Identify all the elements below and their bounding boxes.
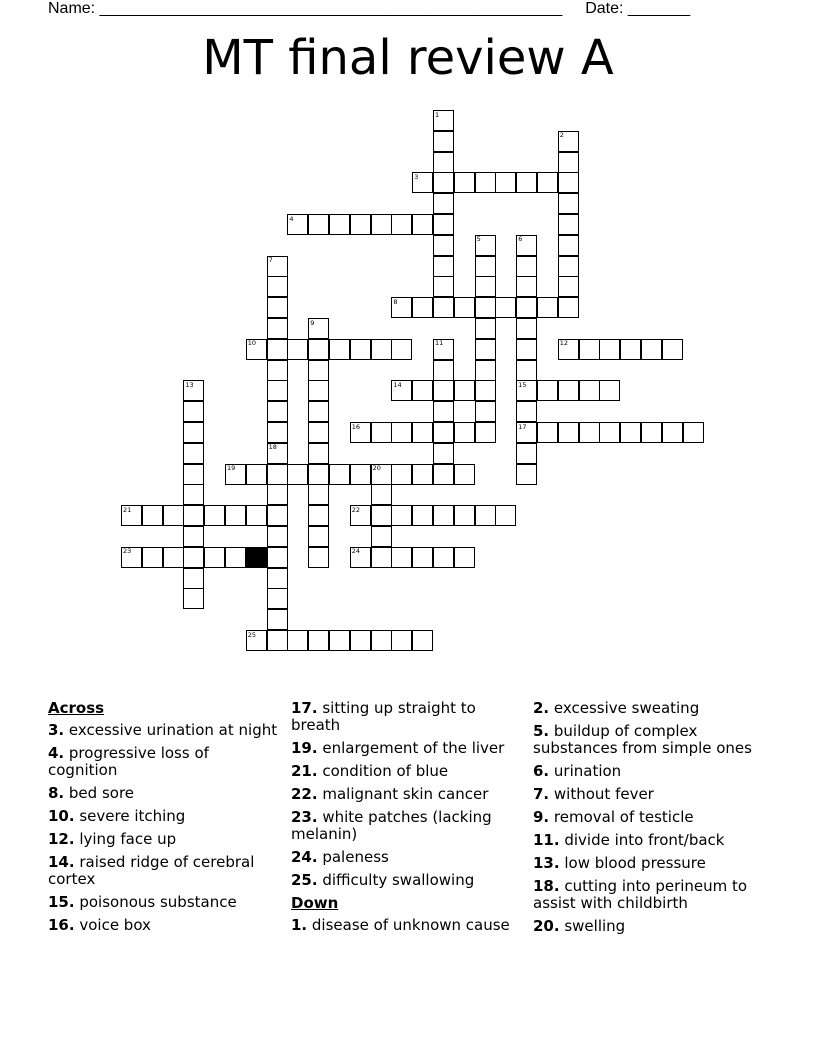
grid-cell[interactable] <box>267 547 288 568</box>
grid-cell[interactable] <box>599 380 620 401</box>
grid-cell[interactable] <box>433 297 454 318</box>
grid-cell[interactable] <box>308 422 329 443</box>
grid-cell[interactable] <box>267 526 288 547</box>
page-title: MT final review A <box>202 30 614 86</box>
grid-cell[interactable] <box>558 172 579 193</box>
grid-cell[interactable] <box>308 360 329 381</box>
clue-number: 13 <box>185 380 194 389</box>
grid-cell[interactable] <box>516 256 537 277</box>
grid-cell[interactable] <box>391 547 412 568</box>
grid-cell[interactable] <box>516 297 537 318</box>
grid-cell[interactable] <box>412 505 433 526</box>
grid-cell[interactable] <box>495 505 516 526</box>
grid-cell[interactable] <box>371 339 392 360</box>
clue-number: 22 <box>351 505 361 514</box>
grid-cell[interactable] <box>412 380 433 401</box>
grid-cell[interactable] <box>433 422 454 443</box>
grid-cell[interactable] <box>454 422 475 443</box>
down-clue: 7. without fever <box>533 785 654 803</box>
grid-cell[interactable] <box>267 360 288 381</box>
grid-cell[interactable] <box>371 547 392 568</box>
grid-cell[interactable] <box>662 422 683 443</box>
down-clue: 2. excessive sweating <box>533 699 700 717</box>
clue-number: 25 <box>247 630 257 639</box>
grid-cell[interactable] <box>558 152 579 173</box>
grid-cell[interactable] <box>433 505 454 526</box>
grid-cell[interactable] <box>391 505 412 526</box>
grid-cell[interactable] <box>620 422 641 443</box>
grid-cell[interactable] <box>475 339 496 360</box>
grid-cell[interactable] <box>516 318 537 339</box>
grid-cell[interactable] <box>267 380 288 401</box>
down-heading: Down <box>291 894 339 912</box>
grid-cell[interactable] <box>308 484 329 505</box>
grid-cell[interactable] <box>267 276 288 297</box>
grid-cell[interactable] <box>183 588 204 609</box>
grid-cell[interactable] <box>350 464 371 485</box>
grid-cell[interactable] <box>267 568 288 589</box>
grid-cell[interactable] <box>433 193 454 214</box>
grid-cell[interactable] <box>433 276 454 297</box>
grid-cell[interactable] <box>308 630 329 651</box>
grid-cell[interactable] <box>225 505 246 526</box>
grid-cell[interactable] <box>163 505 184 526</box>
grid-cell[interactable] <box>412 630 433 651</box>
grid-cell[interactable] <box>475 505 496 526</box>
grid-cell[interactable] <box>391 630 412 651</box>
down-clue: 1. disease of unknown cause <box>291 916 510 934</box>
grid-cell[interactable] <box>475 276 496 297</box>
grid-cell[interactable] <box>308 339 329 360</box>
grid-cell[interactable] <box>329 630 350 651</box>
clue-number: 1 <box>435 110 440 119</box>
grid-cell[interactable] <box>537 297 558 318</box>
across-clue: 24. paleness <box>291 848 389 866</box>
grid-cell[interactable] <box>142 547 163 568</box>
grid-cell[interactable] <box>579 380 600 401</box>
clue-number: 4 <box>289 214 294 223</box>
clue-number: 16 <box>351 422 361 431</box>
grid-cell[interactable] <box>391 464 412 485</box>
grid-cell[interactable] <box>662 339 683 360</box>
across-clue: 25. difficulty swallowing <box>291 871 475 889</box>
down-clue: 9. removal of testicle <box>533 808 694 826</box>
grid-cell[interactable] <box>433 172 454 193</box>
grid-cell[interactable] <box>267 297 288 318</box>
clue-number: 24 <box>351 547 361 556</box>
clue-number: 6 <box>518 235 523 244</box>
across-clue: 21. condition of blue <box>291 762 449 780</box>
across-clue: 4. progressive loss of cognition <box>48 744 209 779</box>
clue-column-2 <box>291 700 523 940</box>
across-clue: 16. voice box <box>48 916 151 934</box>
grid-cell[interactable] <box>267 422 288 443</box>
clue-number: 14 <box>393 380 402 389</box>
grid-cell[interactable] <box>558 380 579 401</box>
grid-cell[interactable] <box>516 464 537 485</box>
grid-cell[interactable] <box>308 464 329 485</box>
down-clue: 18. cutting into perineum to assist with childbirth <box>533 877 748 912</box>
grid-cell[interactable] <box>433 152 454 173</box>
grid-cell[interactable] <box>371 422 392 443</box>
grid-cell[interactable] <box>287 339 308 360</box>
grid-cell[interactable] <box>412 214 433 235</box>
grid-cell[interactable] <box>599 339 620 360</box>
grid-cell[interactable] <box>267 464 288 485</box>
grid-cell[interactable] <box>371 505 392 526</box>
grid-cell[interactable] <box>475 422 496 443</box>
grid-cell-blocked <box>246 547 267 568</box>
across-clue: 23. white patches (lacking melanin) <box>291 808 492 843</box>
across-clue: 14. raised ridge of cerebral cortex <box>48 853 255 888</box>
grid-cell[interactable] <box>433 547 454 568</box>
grid-cell[interactable] <box>433 360 454 381</box>
grid-cell[interactable] <box>308 214 329 235</box>
grid-cell[interactable] <box>412 297 433 318</box>
grid-cell[interactable] <box>495 172 516 193</box>
clue-number: 5 <box>476 235 481 244</box>
grid-cell[interactable] <box>371 484 392 505</box>
grid-cell[interactable] <box>516 276 537 297</box>
grid-cell[interactable] <box>267 318 288 339</box>
grid-cell[interactable] <box>371 630 392 651</box>
grid-cell[interactable] <box>267 401 288 422</box>
grid-cell[interactable] <box>433 401 454 422</box>
grid-cell[interactable] <box>475 256 496 277</box>
grid-cell[interactable] <box>204 505 225 526</box>
clue-number: 10 <box>247 339 257 348</box>
grid-cell[interactable] <box>454 547 475 568</box>
grid-cell[interactable] <box>495 297 516 318</box>
grid-cell[interactable] <box>516 172 537 193</box>
grid-cell[interactable] <box>350 214 371 235</box>
clue-number: 17 <box>518 422 527 431</box>
clue-column-3 <box>533 700 773 941</box>
grid-cell[interactable] <box>163 547 184 568</box>
across-clue: 19. enlargement of the liver <box>291 739 505 757</box>
grid-cell[interactable] <box>433 380 454 401</box>
clue-number: 7 <box>268 256 273 265</box>
grid-cell[interactable] <box>308 380 329 401</box>
grid-cell[interactable] <box>308 547 329 568</box>
grid-cell[interactable] <box>183 464 204 485</box>
grid-cell[interactable] <box>475 172 496 193</box>
across-clue: 12. lying face up <box>48 830 177 848</box>
grid-cell[interactable] <box>558 256 579 277</box>
grid-cell[interactable] <box>183 547 204 568</box>
across-clue: 17. sitting up straight to breath <box>291 699 476 734</box>
grid-cell[interactable] <box>683 422 704 443</box>
grid-cell[interactable] <box>433 235 454 256</box>
grid-cell[interactable] <box>371 214 392 235</box>
grid-cell[interactable] <box>516 443 537 464</box>
grid-cell[interactable] <box>183 568 204 589</box>
date-label: Date: <box>585 0 624 17</box>
clue-number: 11 <box>435 339 444 348</box>
grid-cell[interactable] <box>475 318 496 339</box>
clue-number: 8 <box>393 297 398 306</box>
grid-cell[interactable] <box>246 505 267 526</box>
grid-cell[interactable] <box>267 609 288 630</box>
grid-cell[interactable] <box>183 484 204 505</box>
grid-cell[interactable] <box>287 464 308 485</box>
clue-number: 9 <box>310 318 315 327</box>
grid-cell[interactable] <box>641 339 662 360</box>
grid-cell[interactable] <box>537 172 558 193</box>
clue-number: 20 <box>372 464 381 473</box>
grid-cell[interactable] <box>454 505 475 526</box>
down-clue: 13. low blood pressure <box>533 854 706 872</box>
down-clue: 11. divide into front/back <box>533 831 725 849</box>
grid-cell[interactable] <box>558 276 579 297</box>
down-clue: 5. buildup of complex substances from simple ones <box>533 722 752 757</box>
across-clue: 22. malignant skin cancer <box>291 785 489 803</box>
grid-cell[interactable] <box>475 297 496 318</box>
grid-cell[interactable] <box>412 547 433 568</box>
grid-cell[interactable] <box>412 464 433 485</box>
grid-cell[interactable] <box>433 131 454 152</box>
grid-cell[interactable] <box>267 588 288 609</box>
grid-cell[interactable] <box>308 526 329 547</box>
grid-cell[interactable] <box>516 339 537 360</box>
grid-cell[interactable] <box>558 422 579 443</box>
grid-cell[interactable] <box>433 464 454 485</box>
grid-cell[interactable] <box>475 360 496 381</box>
clue-number: 18 <box>268 443 277 452</box>
grid-cell[interactable] <box>267 630 288 651</box>
across-clue: 10. severe itching <box>48 807 186 825</box>
grid-cell[interactable] <box>329 464 350 485</box>
clue-number: 19 <box>227 464 236 473</box>
grid-cell[interactable] <box>329 214 350 235</box>
grid-cell[interactable] <box>516 360 537 381</box>
clue-number: 15 <box>518 380 527 389</box>
clue-number: 21 <box>123 505 132 514</box>
across-clue: 15. poisonous substance <box>48 893 237 911</box>
grid-cell[interactable] <box>142 505 163 526</box>
grid-cell[interactable] <box>225 547 246 568</box>
grid-cell[interactable] <box>183 505 204 526</box>
grid-cell[interactable] <box>183 443 204 464</box>
grid-cell[interactable] <box>371 526 392 547</box>
grid-cell[interactable] <box>308 401 329 422</box>
grid-cell[interactable] <box>287 630 308 651</box>
down-clue: 20. swelling <box>533 917 626 935</box>
grid-cell[interactable] <box>454 172 475 193</box>
clue-number: 23 <box>123 547 132 556</box>
grid-cell[interactable] <box>329 339 350 360</box>
grid-cell[interactable] <box>454 380 475 401</box>
grid-cell[interactable] <box>558 214 579 235</box>
down-clue: 6. urination <box>533 762 622 780</box>
grid-cell[interactable] <box>308 505 329 526</box>
grid-cell[interactable] <box>475 380 496 401</box>
grid-cell[interactable] <box>433 443 454 464</box>
grid-cell[interactable] <box>558 193 579 214</box>
grid-cell[interactable] <box>433 214 454 235</box>
grid-cell[interactable] <box>308 443 329 464</box>
grid-cell[interactable] <box>391 214 412 235</box>
grid-cell[interactable] <box>599 422 620 443</box>
grid-cell[interactable] <box>183 401 204 422</box>
grid-cell[interactable] <box>454 297 475 318</box>
grid-cell[interactable] <box>641 422 662 443</box>
name-label: Name: <box>48 0 96 17</box>
across-clue: 3. excessive urination at night <box>48 721 278 739</box>
grid-cell[interactable] <box>350 339 371 360</box>
grid-cell[interactable] <box>620 339 641 360</box>
clue-number: 2 <box>559 131 564 140</box>
grid-cell[interactable] <box>516 401 537 422</box>
grid-cell[interactable] <box>267 339 288 360</box>
clue-number: 3 <box>414 172 419 181</box>
date-line[interactable]: _______ <box>627 0 691 17</box>
across-heading: Across <box>48 699 105 717</box>
grid-cell[interactable] <box>433 256 454 277</box>
name-line[interactable]: ____________________________________________________ <box>99 0 563 17</box>
grid-cell[interactable] <box>246 464 267 485</box>
grid-cell[interactable] <box>579 339 600 360</box>
grid-cell[interactable] <box>412 422 433 443</box>
grid-cell[interactable] <box>454 464 475 485</box>
grid-cell[interactable] <box>204 547 225 568</box>
grid-cell[interactable] <box>350 630 371 651</box>
grid-cell[interactable] <box>475 401 496 422</box>
clue-number: 12 <box>559 339 569 348</box>
grid-cell[interactable] <box>267 505 288 526</box>
grid-cell[interactable] <box>579 422 600 443</box>
grid-cell[interactable] <box>391 422 412 443</box>
grid-cell[interactable] <box>183 526 204 547</box>
grid-cell[interactable] <box>267 484 288 505</box>
grid-cell[interactable] <box>558 235 579 256</box>
grid-cell[interactable] <box>558 297 579 318</box>
grid-cell[interactable] <box>391 339 412 360</box>
clue-column-1 <box>48 700 278 940</box>
grid-cell[interactable] <box>537 380 558 401</box>
grid-cell[interactable] <box>183 422 204 443</box>
grid-cell[interactable] <box>537 422 558 443</box>
across-clue: 8. bed sore <box>48 784 135 802</box>
